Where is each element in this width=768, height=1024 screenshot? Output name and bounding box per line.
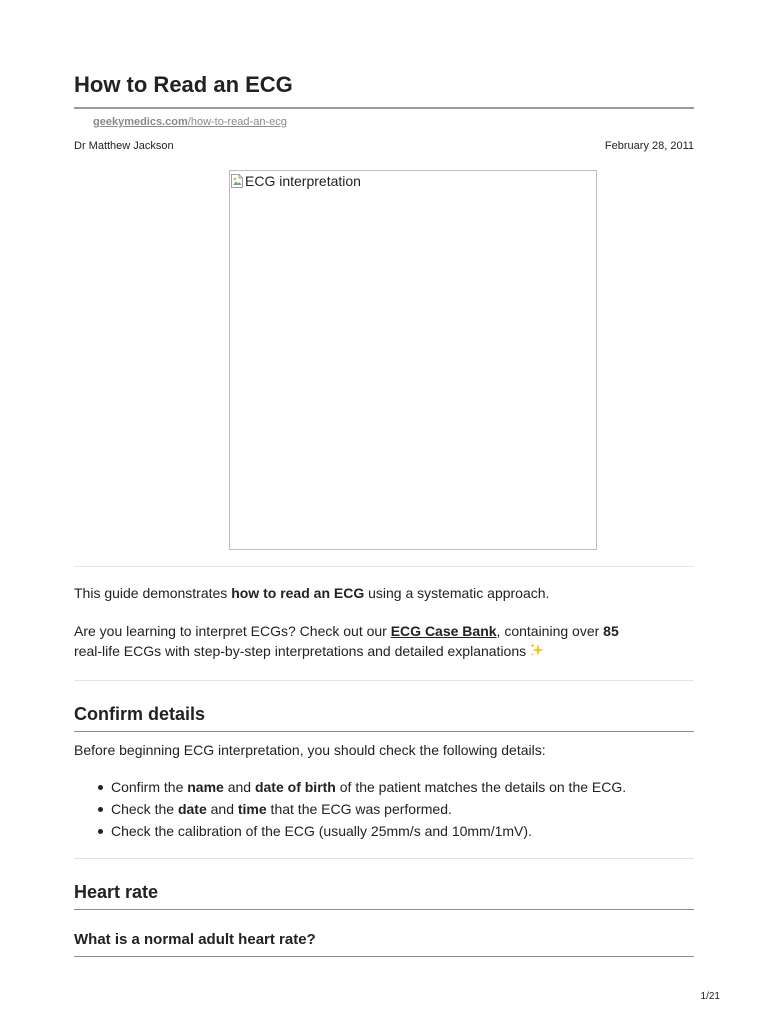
heart-rate-heading: Heart rate [74,882,159,902]
list-item-text: and [206,801,238,817]
title-divider [74,107,694,109]
list-item-bold: date of birth [254,779,336,795]
case-count: 85 [603,623,619,639]
list-item-bold: time [237,801,267,817]
intro-paragraph [74,583,694,603]
confirm-details-list [74,776,694,842]
hero-image [229,170,597,550]
list-item-bold: name [187,779,224,795]
list-item-text: Check the calibration of the ECG (usually 25mm/s and 10mm/1mV). [111,823,532,839]
section-divider [74,858,694,859]
hero-image-placeholder [230,172,361,190]
list-item-text: Check the [111,801,178,817]
case-bank-link[interactable]: ECG Case Bank [390,623,497,639]
source-domain: geekymedics.com [93,116,188,128]
publish-date: February 28, 2011 [604,140,694,152]
list-item [74,798,694,820]
hero-image-alt: ECG interpretation [245,173,361,189]
intro-text: This guide demonstrates [74,585,232,601]
confirm-details-heading: Confirm details [74,704,206,724]
list-item-bold: date [177,801,207,817]
intro-bold: how to read an ECG [231,585,365,601]
case-bank-text: Are you learning to interpret ECGs? Check out our [74,623,391,639]
section-divider [74,680,694,681]
list-item-text: of the patient matches the details on the ECG. [335,779,627,795]
subheading-underline [74,956,694,957]
source-link[interactable] [93,115,287,129]
list-item-text: and [223,779,255,795]
intro-text-end: using a systematic approach. [364,585,550,601]
section-divider [74,566,694,567]
normal-heart-rate-subheading: What is a normal adult heart rate? [74,931,316,948]
list-item-text: that the ECG was performed. [266,801,452,817]
list-item-text: Confirm the [111,779,188,795]
case-bank-text-mid: , containing over [496,623,604,639]
page-title: How to Read an ECG [74,72,293,97]
list-item [74,776,694,798]
page-number: 1/21 [700,991,720,1002]
list-item [74,820,694,842]
sparkles-icon [529,642,545,663]
heading-underline [74,731,694,732]
heading-underline [74,909,694,910]
case-bank-paragraph [74,621,694,663]
author-name: Dr Matthew Jackson [74,140,174,152]
source-path: /how-to-read-an-ecg [187,116,287,128]
confirm-details-lead: Before beginning ECG interpretation, you should check the following details: [74,742,546,758]
broken-image-icon [230,173,244,189]
case-bank-text-line2: real-life ECGs with step-by-step interpretations and detailed explanations [74,643,527,659]
